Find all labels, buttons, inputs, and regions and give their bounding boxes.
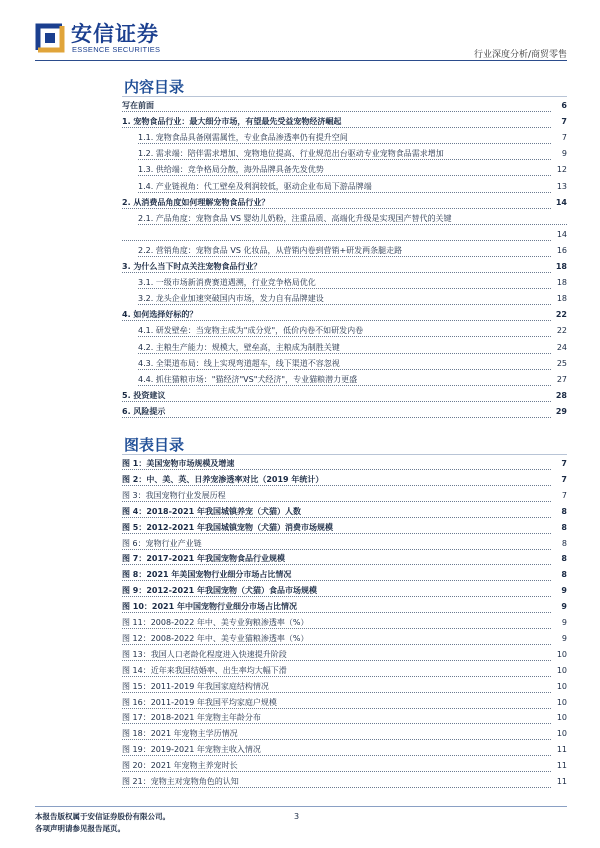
figure-entry-page: 10 — [556, 713, 567, 723]
toc-entry[interactable] — [122, 197, 567, 209]
toc-entry-label: 3. 为什么当下时点关注宠物食品行业？ — [122, 261, 551, 273]
figure-entry[interactable] — [122, 665, 567, 677]
figure-entry-page: 7 — [561, 490, 567, 500]
figure-entry-label: 图 17：2018-2021 年宠物主年龄分布 — [122, 712, 551, 724]
figure-entry-page: 10 — [556, 729, 567, 739]
logo-chinese-name: 安信证券 — [71, 22, 159, 46]
figure-entry[interactable] — [122, 538, 567, 550]
figure-entry-label: 图 13：我国人口老龄化程度进入快速提升阶段 — [122, 649, 551, 661]
toc-entry[interactable] — [122, 277, 567, 289]
figure-entry[interactable] — [122, 776, 567, 788]
report-type: 行业深度分析/商贸零售 — [473, 50, 567, 60]
toc-entry[interactable] — [122, 390, 567, 402]
toc-entry-label: 2.2. 营销角度：宠物食品 VS 化妆品，从营销内卷到营销+研发两条腿走路 — [138, 245, 551, 257]
toc-entry-page: 24 — [556, 342, 567, 352]
figure-entry[interactable] — [122, 728, 567, 740]
toc-entry[interactable] — [122, 148, 567, 160]
toc-entry-label: 3.2. 龙头企业加速突破国内市场，发力自有品牌建设 — [138, 293, 551, 305]
toc-entry[interactable] — [122, 100, 567, 112]
toc-entry-label: 4.3. 全渠道布局：线上实现弯道超车，线下渠道不容忽视 — [138, 358, 551, 370]
figure-entry-page: 9 — [561, 602, 567, 612]
toc-entry-label: 6. 风险提示 — [122, 406, 551, 418]
figure-entry-page: 8 — [561, 554, 567, 564]
toc-entry[interactable] — [122, 342, 567, 354]
figure-entry-page: 9 — [561, 618, 567, 627]
figure-entry-label: 图 10：2021 年中国宠物行业细分市场占比情况 — [122, 601, 551, 613]
figure-entry-label: 图 3：我国宠物行业发展历程 — [122, 490, 551, 502]
toc-entry-label: 4. 如何选择好标的？ — [122, 309, 551, 321]
toc-entry-label: 4.2. 主粮生产能力：规模大，壁垒高，主粮成为制胜关键 — [138, 342, 551, 354]
toc-entry[interactable] — [122, 229, 567, 241]
toc-entry-label: 1.1. 宠物食品具备刚需属性，专业食品渗透率仍有提升空间 — [138, 132, 551, 144]
toc-entry[interactable] — [122, 245, 567, 257]
toc-entry-page: 13 — [556, 181, 567, 191]
toc-entry[interactable] — [122, 293, 567, 305]
toc-entry-page: 18 — [556, 294, 567, 304]
toc-entry-page: 7 — [561, 117, 567, 127]
figure-entry-label: 图 15：2011-2019 年我国家庭结构情况 — [122, 681, 551, 693]
figure-entry-page: 8 — [561, 538, 567, 548]
figure-entry-label: 图 11：2008-2022 年中、美专业狗粮渗透率（%） — [122, 617, 551, 629]
figures-title: 图表目录 — [124, 436, 185, 454]
figure-entry-label: 图 18：2021 年宠物主学历情况 — [122, 728, 551, 740]
figure-entry[interactable] — [122, 697, 567, 709]
page-number: 3 — [294, 812, 300, 821]
toc-entry-page: 28 — [555, 390, 567, 400]
figure-entry-label: 图 16：2011-2019 年我国平均家庭户规模 — [122, 697, 551, 709]
figure-entry[interactable] — [122, 458, 567, 470]
toc-entry[interactable] — [122, 132, 567, 144]
figure-entry-page: 10 — [556, 681, 567, 691]
toc-entry-page: 22 — [556, 326, 567, 336]
toc-entry[interactable] — [122, 374, 567, 386]
toc-entry[interactable] — [122, 213, 567, 225]
footer-disclaimer: 各项声明请参见报告尾页。 — [35, 824, 125, 833]
figure-entry-label: 图 12：2008-2022 年中、美专业猫粮渗透率（%） — [122, 633, 551, 645]
figure-entry-label: 图 19：2019-2021 年宠物主收入情况 — [122, 744, 551, 756]
figure-entry[interactable] — [122, 760, 567, 772]
toc-entry-page: 14 — [556, 229, 567, 239]
figure-entry-page: 11 — [556, 777, 567, 786]
figure-entry[interactable] — [122, 712, 567, 724]
toc-entry-page: 6 — [561, 101, 567, 110]
toc-entry-label: 4.4. 抓住猫粮市场："猫经济"VS"犬经济"，专业猫粮潜力更盛 — [138, 374, 551, 386]
toc-entry-page: 27 — [556, 374, 567, 384]
figure-entry-label: 图 4：2018-2021 年我国城镇养宠（犬猫）人数 — [122, 506, 551, 518]
toc-entry-label: 1. 宠物食品行业：最大细分市场，有望最先受益宠物经济崛起 — [122, 116, 551, 128]
figure-entry-page: 8 — [561, 506, 567, 516]
figure-entry-label: 图 7：2017-2021 年我国宠物食品行业规模 — [122, 553, 551, 565]
figure-entry-page: 11 — [556, 745, 567, 755]
figure-entry[interactable] — [122, 569, 567, 581]
toc-entry-page: 16 — [556, 245, 567, 255]
toc-entry-label: 写在前面 — [122, 100, 551, 112]
toc-entry[interactable] — [122, 116, 567, 128]
toc-entry-page: 25 — [556, 358, 567, 368]
toc-entry-label: 5. 投资建议 — [122, 390, 551, 402]
figure-entry[interactable] — [122, 681, 567, 693]
figure-entry-label: 图 9：2012-2021 年我国宠物（犬猫）食品市场规模 — [122, 585, 551, 597]
figure-index — [122, 458, 567, 798]
figure-entry-label: 图 6：宠物行业产业链 — [122, 538, 551, 550]
figure-entry-label: 图 14：近年来我国结婚率、出生率均大幅下滑 — [122, 665, 551, 677]
figure-entry[interactable] — [122, 617, 567, 629]
figure-entry[interactable] — [122, 553, 567, 565]
figure-entry-page: 7 — [561, 459, 567, 468]
toc-entry-label — [122, 229, 551, 241]
figure-entry-label: 图 21：宠物主对宠物角色的认知 — [122, 776, 551, 788]
toc-entry[interactable] — [122, 406, 567, 418]
toc-entry-label: 2. 从消费品角度如何理解宠物食品行业？ — [122, 197, 551, 209]
toc-entry[interactable] — [122, 325, 567, 337]
figure-entry[interactable] — [122, 506, 567, 518]
figure-entry-label: 图 2：中、美、英、日养宠渗透率对比（2019 年统计） — [122, 474, 551, 486]
logo-english-name: ESSENCE SECURITIES — [72, 45, 161, 54]
footer-divider — [35, 806, 567, 807]
toc-entry-page: 9 — [561, 149, 567, 159]
figure-entry-page: 8 — [561, 522, 567, 532]
toc-entry-page: 29 — [555, 406, 567, 416]
figure-entry[interactable] — [122, 633, 567, 645]
figure-entry[interactable] — [122, 522, 567, 534]
figures-title-rule — [122, 454, 567, 455]
figure-entry[interactable] — [122, 490, 567, 502]
toc-entry-page: 18 — [556, 278, 567, 288]
figure-entry-page: 9 — [561, 586, 567, 596]
figure-entry-label: 图 1：美国宠物市场规模及增速 — [122, 458, 551, 470]
toc-entry-label: 3.1. 一级市场新消费赛道遇溯，行业竞争格局优化 — [138, 277, 551, 289]
figure-entry[interactable] — [122, 649, 567, 661]
figure-entry-page: 10 — [556, 649, 567, 659]
essence-logo-icon — [35, 23, 65, 53]
toc-entry-page: 18 — [555, 262, 567, 271]
toc-entry-page: 22 — [555, 310, 567, 320]
figure-entry-page: 10 — [556, 697, 567, 707]
toc-entry-label: 2.1. 产品角度：宠物食品 VS 婴幼儿奶粉，注重品质、高端化升级是实现国产替代的关键 — [138, 213, 567, 225]
figure-entry-label: 图 20：2021 年宠物主养宠时长 — [122, 760, 551, 772]
footer-copyright: 本报告版权属于安信证券股份有限公司。 — [35, 812, 170, 821]
toc-title-rule — [122, 96, 567, 97]
figure-entry-page: 11 — [556, 761, 567, 771]
toc-entry[interactable] — [122, 181, 567, 193]
toc-entry-page: 14 — [555, 197, 567, 207]
toc-title: 内容目录 — [124, 78, 185, 96]
figure-entry-page: 10 — [556, 665, 567, 675]
figure-entry-page: 8 — [561, 570, 567, 580]
toc-entry-label: 4.1. 研发壁垒：当宠物主成为"成分党"，低价内卷不如研发内卷 — [138, 325, 551, 337]
toc-entry[interactable] — [122, 358, 567, 370]
toc-entry[interactable] — [122, 309, 567, 321]
header-divider — [35, 60, 567, 61]
toc-entry-label: 1.2. 需求端：陪伴需求增加、宠物地位提高、行业规范出台驱动专业宠物食品需求增加 — [138, 148, 551, 160]
toc-entry-page: 12 — [556, 165, 567, 175]
toc-entry-label: 1.3. 供给端：竞争格局分散，海外品牌具备先发优势 — [138, 164, 551, 176]
figure-entry-page: 7 — [561, 474, 567, 484]
figure-entry-label: 图 8：2021 年美国宠物行业细分市场占比情况 — [122, 569, 551, 581]
figure-entry[interactable] — [122, 601, 567, 613]
figure-entry[interactable] — [122, 585, 567, 597]
toc-entry[interactable] — [122, 261, 567, 273]
table-of-contents — [122, 100, 567, 420]
figure-entry[interactable] — [122, 474, 567, 486]
toc-entry-label: 1.4. 产业链视角：代工壁垒及利润较低，驱动企业布局下游品牌端 — [138, 181, 551, 193]
toc-entry[interactable] — [122, 164, 567, 176]
figure-entry[interactable] — [122, 744, 567, 756]
figure-entry-label: 图 5：2012-2021 年我国城镇宠物（犬猫）消费市场规模 — [122, 522, 551, 534]
toc-entry-page: 7 — [561, 133, 567, 143]
figure-entry-page: 9 — [561, 633, 567, 643]
